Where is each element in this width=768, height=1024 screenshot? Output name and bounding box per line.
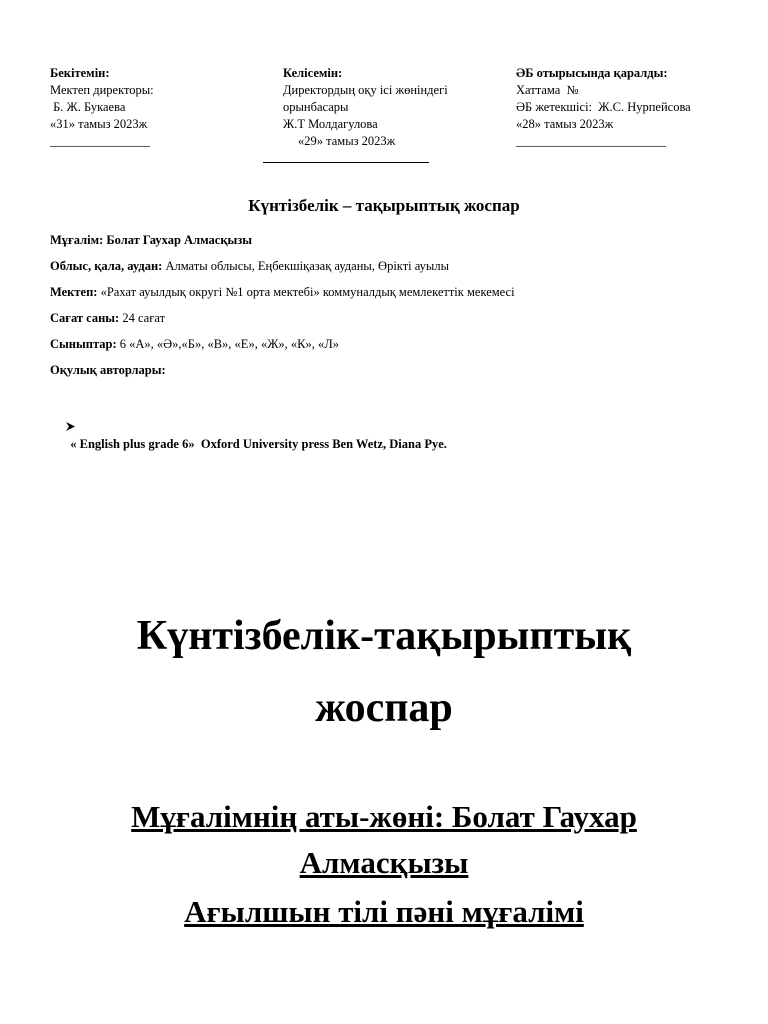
approval-line: Директордың оқу ісі жөніндегі (283, 83, 448, 97)
cover-title-line: жоспар (315, 685, 453, 731)
signature-line (263, 162, 429, 163)
approval-line: Б. Ж. Букаева (50, 100, 126, 114)
approval-line: «29» тамыз 2023ж (298, 134, 396, 148)
approval-heading: ӘБ отырысында қаралды: (516, 66, 668, 80)
authors-info (50, 362, 750, 378)
subject-title: Ағылшын тілі пәні мұғалімі (184, 894, 584, 929)
teacher-info (50, 232, 750, 248)
approval-column-methodical (516, 65, 756, 150)
signature-line: ________________ (50, 134, 150, 148)
region-value: Алматы облысы, Еңбекшіқазақ ауданы, Өрікті ауылы (162, 259, 449, 273)
teacher-name-line: Алмасқызы (299, 845, 469, 880)
school-info (50, 284, 750, 300)
hours-value: 24 сағат (119, 311, 166, 325)
approval-column-director (50, 65, 270, 150)
plan-title: Күнтізбелік – тақырыптық жоспар (248, 196, 520, 215)
approval-line: «28» тамыз 2023ж (516, 117, 614, 131)
hours-label: Сағат саны: (50, 311, 120, 325)
hours-info (50, 310, 750, 326)
signature-line: ________________________ (516, 134, 666, 148)
approval-line: Хаттама № (516, 83, 579, 97)
teacher-name (0, 794, 768, 886)
approval-line: ӘБ жетекшісі: Ж.С. Нурпейсова (516, 100, 691, 114)
teacher-label: Мұғалім: Болат Гаухар Алмасқызы (50, 233, 253, 247)
approval-heading: Келісемін: (283, 66, 343, 80)
approval-line: орынбасары (283, 100, 349, 114)
approval-line: Ж.Т Молдагулова (283, 117, 378, 131)
arrow-bullet-icon (52, 404, 70, 452)
region-info (50, 258, 750, 274)
school-value: «Рахат ауылдық округі №1 орта мектебі» коммуналдық мемлекеттік мекемесі (97, 285, 515, 299)
authors-label: Оқулық авторлары: (50, 363, 166, 377)
cover-title-line: Күнтізбелік-тақырыптық (136, 613, 632, 659)
classes-label: Сыныптар: (50, 337, 117, 351)
classes-value: 6 «А», «Ә»,«Б», «В», «Е», «Ж», «К», «Л» (116, 337, 339, 351)
textbook-list-item (46, 388, 447, 452)
cover-title (0, 606, 768, 738)
approval-line: Мектеп директоры: (50, 83, 154, 97)
approval-line: «31» тамыз 2023ж (50, 117, 148, 131)
classes-info (50, 336, 750, 352)
region-label: Облыс, қала, аудан: (50, 259, 163, 273)
approval-column-deputy (283, 65, 503, 150)
textbook-text: « English plus grade 6» Oxford University press Ben Wetz, Diana Pye. (70, 437, 447, 451)
school-label: Мектеп: (50, 285, 98, 299)
teacher-name-line: Мұғалімнің аты-жөні: Болат Гаухар (131, 799, 637, 834)
approval-heading: Бекітемін: (50, 66, 110, 80)
